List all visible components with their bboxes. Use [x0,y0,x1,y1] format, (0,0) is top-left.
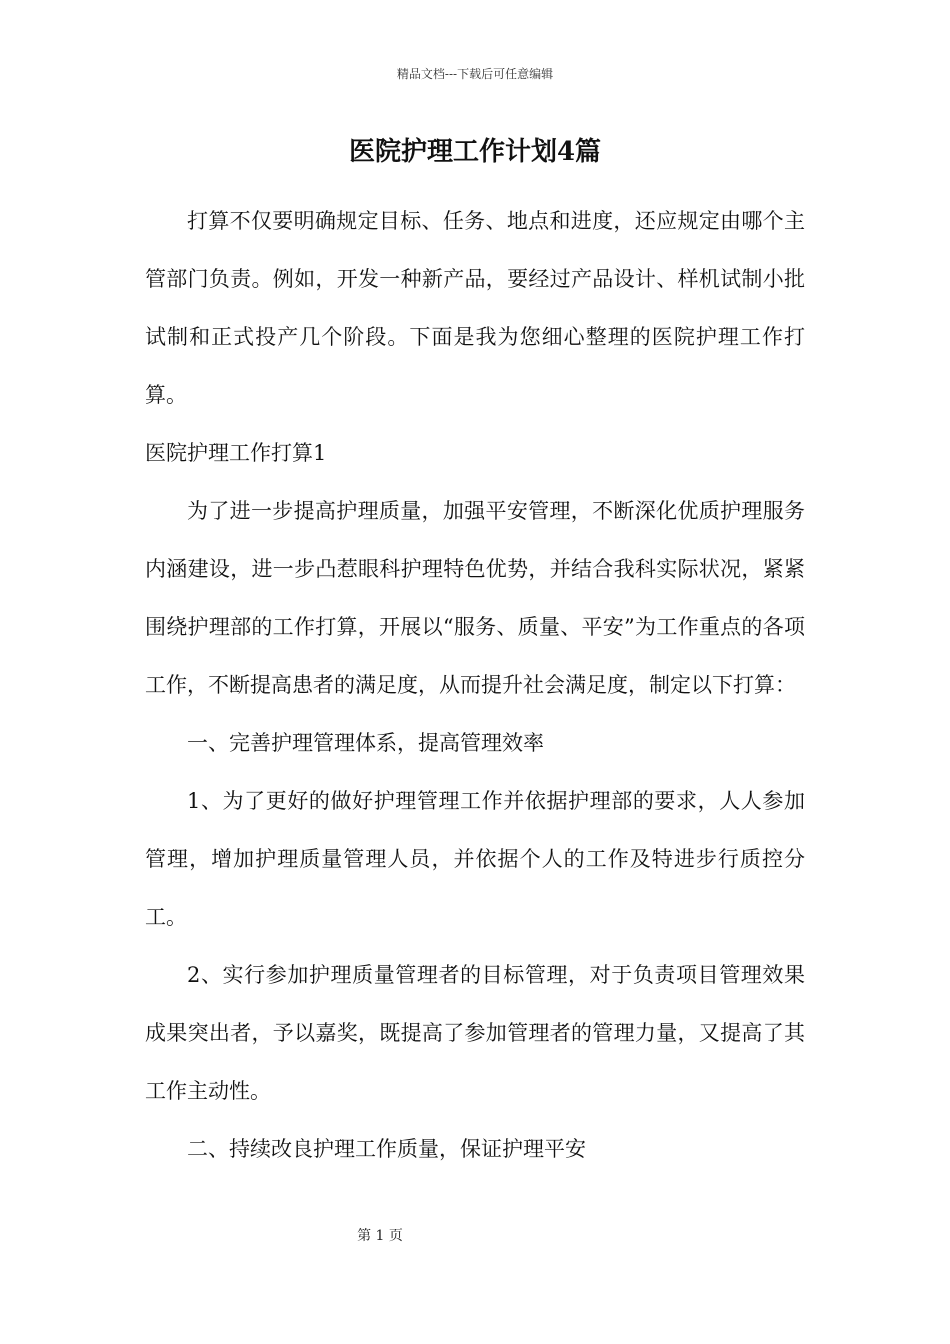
subsection-heading-1: 一、完善护理管理体系，提高管理效率 [187,731,544,755]
subsection-heading-2: 二、持续改良护理工作质量，保证护理平安 [187,1137,586,1161]
paragraph-intro: 打算不仅要明确规定目标、任务、地点和进度，还应规定由哪个主管部门负责。例如，开发一种新产品，要经过产品设计、样机试制小批试制和正式投产几个阶段。下面是我为您细心整理的医院护理工作打算。 [145,209,805,407]
page-number: 第 1 页 [357,1228,403,1244]
document-title: 医院护理工作计划4篇 [348,137,602,167]
paragraph-item-1: 1、为了更好的做好护理管理工作并依据护理部的要求，人人参加管理，增加护理质量管理人员，并依据个人的工作及特进步行质控分工。 [145,789,805,929]
document-header: 精品文档---下载后可任意编辑 [396,67,554,81]
paragraph-item-2: 2、实行参加护理质量管理者的目标管理，对于负责项目管理效果成果突出者，予以嘉奖，既提高了参加管理者的管理力量，又提高了其工作主动性。 [145,963,805,1103]
paragraph-purpose: 为了进一步提高护理质量，加强平安管理，不断深化优质护理服务内涵建设，进一步凸惹眼科护理特色优势，并结合我科实际状况，紧紧围绕护理部的工作打算，开展以“服务、质量、平安”为工作重点的各项工作，不断提高患者的满足度，从而提升社会满足度，制定以下打算： [145,499,805,697]
document-body [145,192,805,1178]
section-heading: 医院护理工作打算1 [145,441,327,465]
